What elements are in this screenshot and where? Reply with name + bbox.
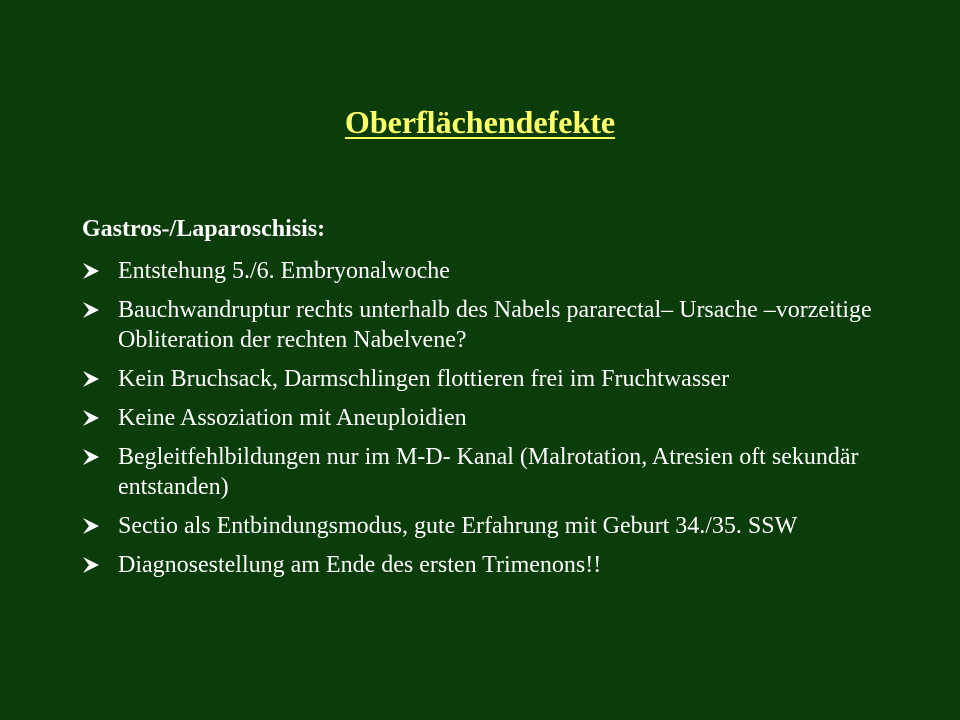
bullet-item xyxy=(82,403,882,433)
bullet-item xyxy=(82,442,882,502)
bullet-text: Keine Assoziation mit Aneuploidien xyxy=(118,405,467,431)
arrowhead-bullet-icon xyxy=(82,442,118,472)
arrowhead-bullet-icon xyxy=(82,295,118,325)
arrowhead-bullet-icon xyxy=(82,364,118,394)
slide-title: Oberflächendefekte xyxy=(344,104,616,140)
bullet-text: Diagnosestellung am Ende des ersten Trimenons!! xyxy=(118,552,602,578)
bullet-text: Sectio als Entbindungsmodus, gute Erfahrung mit Geburt 34./35. SSW xyxy=(118,513,798,539)
arrowhead-bullet-icon xyxy=(82,403,118,433)
bullet-text: Kein Bruchsack, Darmschlingen flottieren frei im Fruchtwasser xyxy=(118,366,730,392)
bullet-text: Bauchwandruptur rechts unterhalb des Nabels pararectal– Ursache –vorzeitige Obliteration der rechten Nabelvene? xyxy=(118,297,872,353)
arrowhead-bullet-icon xyxy=(82,550,118,580)
bullet-item xyxy=(82,511,882,541)
bullet-text: Entstehung 5./6. Embryonalwoche xyxy=(118,258,450,284)
arrowhead-bullet-icon xyxy=(82,511,118,541)
bullet-item xyxy=(82,295,882,355)
slide-subheading: Gastros-/Laparoschisis: xyxy=(82,216,326,242)
bullet-text: Begleitfehlbildungen nur im M-D- Kanal (Malrotation, Atresien oft sekundär entstanden) xyxy=(118,444,859,500)
bullet-item xyxy=(82,364,882,394)
arrowhead-bullet-icon xyxy=(82,256,118,286)
bullet-item xyxy=(82,256,882,286)
bullet-item xyxy=(82,550,882,580)
bullet-list xyxy=(82,256,882,589)
